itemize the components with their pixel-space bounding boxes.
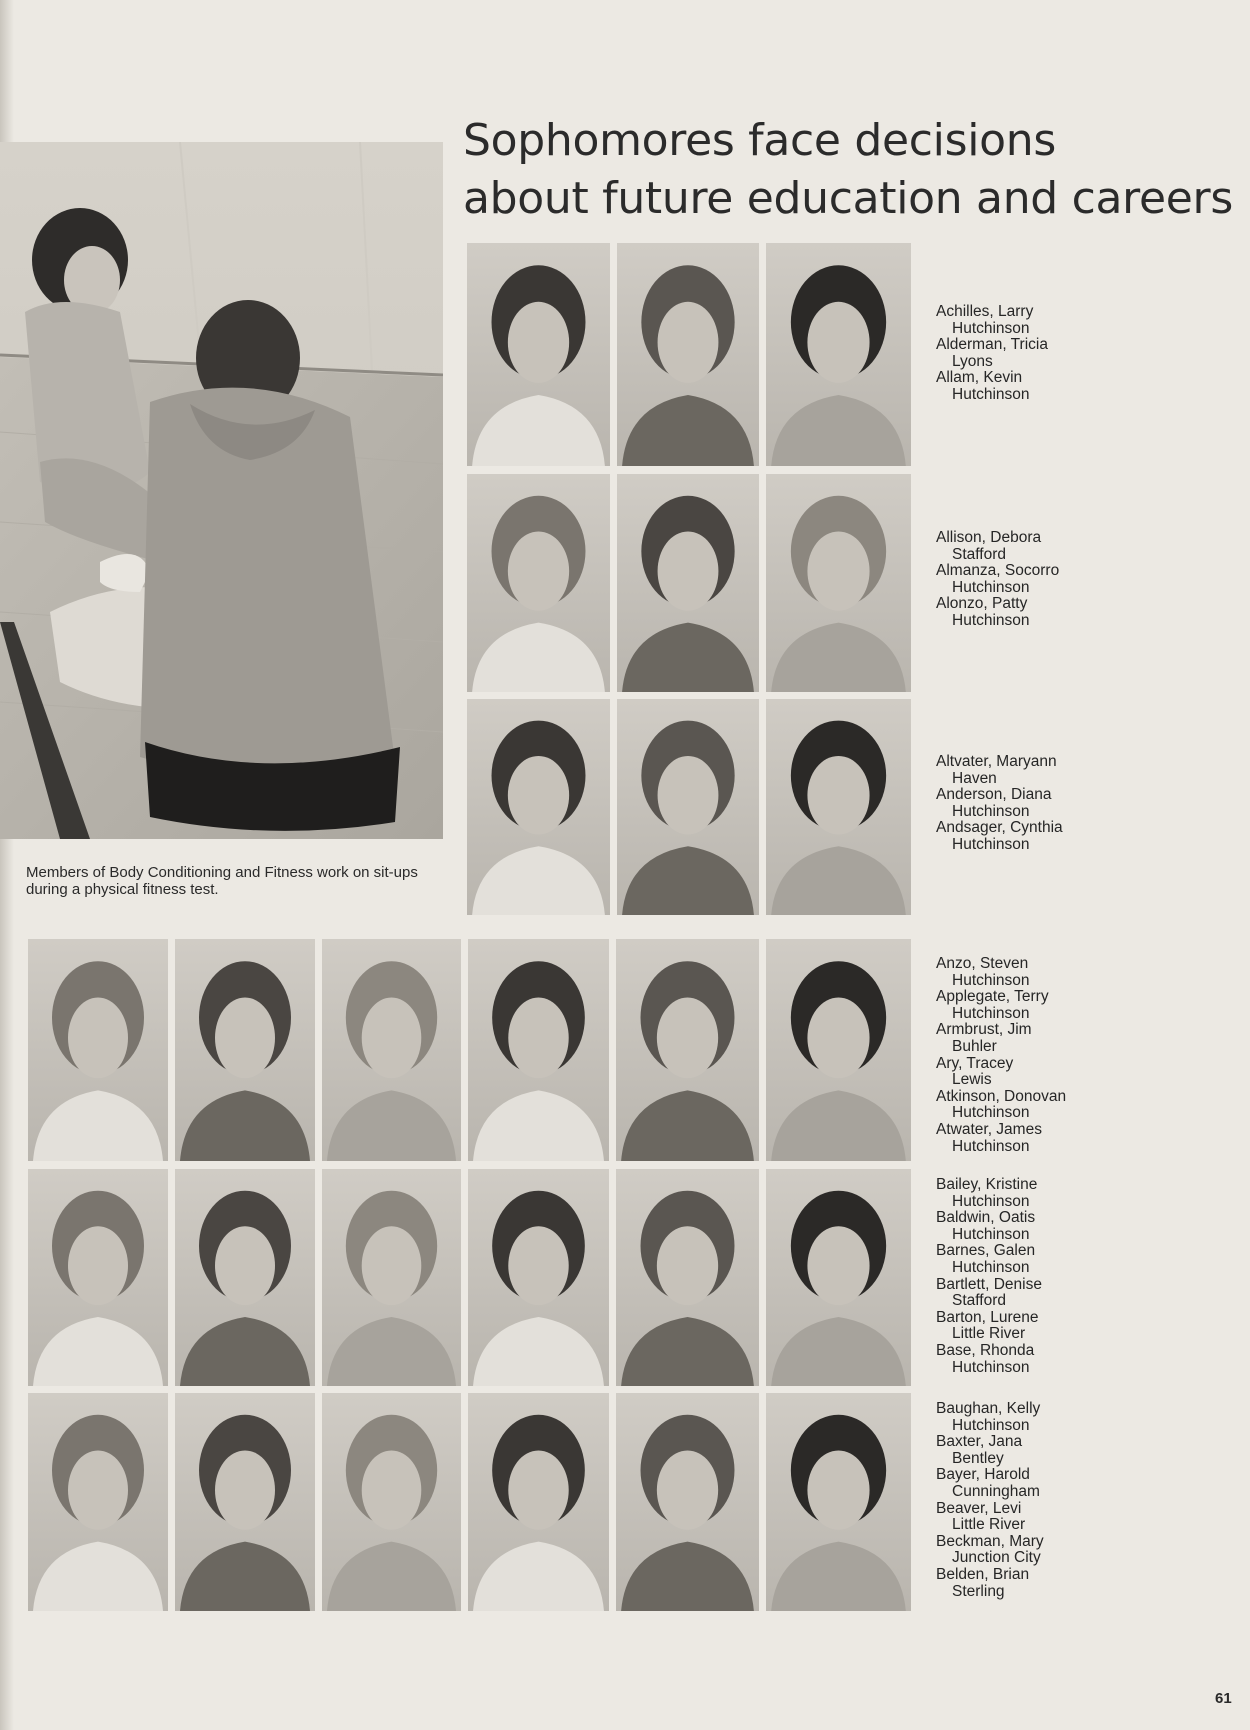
portrait-photo (766, 939, 911, 1161)
name-entry (936, 337, 1048, 370)
portrait-photo (28, 939, 168, 1161)
name-entry (936, 989, 1066, 1022)
portrait-photo (616, 939, 759, 1161)
name-list-row-3 (936, 754, 1063, 854)
portrait-photo (467, 699, 610, 915)
student-name: Altvater, Maryann (936, 753, 1057, 770)
portrait-photo (766, 243, 911, 466)
student-hometown: Junction City (952, 1549, 1041, 1567)
portrait-photo (617, 243, 759, 466)
name-entry (936, 1277, 1042, 1310)
name-entry (936, 1310, 1042, 1343)
name-list-row-5 (936, 1177, 1042, 1376)
student-hometown: Hutchinson (952, 1192, 1030, 1210)
student-name: Barnes, Galen (936, 1242, 1036, 1260)
student-name: Barton, Lurene (936, 1308, 1039, 1326)
student-hometown: Hutchinson (952, 971, 1030, 989)
student-hometown: Hutchinson (952, 1137, 1030, 1155)
portrait-photo (468, 939, 609, 1161)
student-name: Belden, Brian (936, 1565, 1030, 1583)
student-hometown: Stafford (952, 545, 1007, 563)
student-name: Alderman, Tricia (936, 336, 1048, 354)
headline-line-2: about future education and careers (463, 173, 1233, 224)
portrait-photo (616, 1393, 759, 1611)
name-entry (936, 304, 1048, 337)
student-name: Anderson, Diana (936, 786, 1052, 804)
student-hometown: Little River (952, 1516, 1026, 1534)
name-entry (936, 1343, 1042, 1376)
name-entry (936, 787, 1063, 820)
student-name: Bailey, Kristine (936, 1176, 1038, 1193)
name-entry (936, 1122, 1066, 1155)
portrait-photo (322, 1393, 461, 1611)
name-entry (936, 1022, 1066, 1055)
student-name: Andsager, Cynthia (936, 819, 1063, 837)
name-entry (936, 530, 1059, 563)
name-entry (936, 1434, 1044, 1467)
portrait-photo (468, 1393, 609, 1611)
student-hometown: Hutchinson (952, 1104, 1030, 1122)
student-name: Base, Rhonda (936, 1341, 1035, 1359)
name-list-row-1 (936, 304, 1048, 404)
student-hometown: Hutchinson (952, 1358, 1030, 1376)
name-entry (936, 1467, 1044, 1500)
student-name: Beckman, Mary (936, 1532, 1044, 1550)
name-entry (936, 1401, 1044, 1434)
name-entry (936, 956, 1066, 989)
portrait-photo (467, 474, 610, 692)
student-hometown: Hutchinson (952, 835, 1030, 853)
student-hometown: Hutchinson (952, 385, 1030, 403)
portrait-photo (468, 1169, 609, 1386)
portrait-photo (28, 1393, 168, 1611)
name-entry (936, 1089, 1066, 1122)
name-list-row-2 (936, 530, 1059, 630)
student-hometown: Stafford (952, 1292, 1007, 1310)
situps-photo (0, 142, 443, 839)
portrait-photo (617, 699, 759, 915)
student-hometown: Lewis (952, 1071, 992, 1089)
name-entry (936, 1243, 1042, 1276)
portrait-photo (616, 1169, 759, 1386)
student-hometown: Hutchinson (952, 319, 1030, 337)
student-hometown: Hutchinson (952, 1258, 1030, 1276)
student-hometown: Little River (952, 1325, 1026, 1343)
student-name: Bartlett, Denise (936, 1275, 1042, 1293)
portrait-photo (175, 939, 315, 1161)
portrait-photo (766, 1393, 911, 1611)
student-name: Anzo, Steven (936, 955, 1029, 972)
student-hometown: Lyons (952, 352, 993, 370)
page-number: 61 (1215, 1690, 1232, 1707)
name-entry (936, 1501, 1044, 1534)
student-name: Bayer, Harold (936, 1466, 1030, 1484)
student-hometown: Hutchinson (952, 1004, 1030, 1022)
photo-caption: Members of Body Conditioning and Fitness work on sit-ups during a physical fitness test. (26, 864, 418, 898)
name-list-row-4 (936, 956, 1066, 1155)
student-hometown: Buhler (952, 1037, 997, 1055)
name-entry (936, 820, 1063, 853)
student-name: Allam, Kevin (936, 369, 1023, 387)
portrait-photo (28, 1169, 168, 1386)
student-name: Atkinson, Donovan (936, 1087, 1067, 1105)
portrait-photo (766, 1169, 911, 1386)
name-entry (936, 1210, 1042, 1243)
student-name: Ary, Tracey (936, 1054, 1014, 1072)
name-entry (936, 754, 1063, 787)
name-entry (936, 370, 1048, 403)
student-name: Alonzo, Patty (936, 595, 1028, 613)
name-entry (936, 1177, 1042, 1210)
student-name: Achilles, Larry (936, 303, 1034, 320)
name-list-row-6 (936, 1401, 1044, 1600)
student-hometown: Bentley (952, 1449, 1004, 1467)
student-hometown: Hutchinson (952, 1416, 1030, 1434)
portrait-photo (617, 474, 759, 692)
student-hometown: Hutchinson (952, 578, 1030, 596)
student-name: Beaver, Levi (936, 1499, 1022, 1517)
student-hometown: Hutchinson (952, 1225, 1030, 1243)
student-hometown: Sterling (952, 1582, 1005, 1600)
student-name: Baughan, Kelly (936, 1400, 1041, 1417)
name-entry (936, 563, 1059, 596)
student-name: Allison, Debora (936, 529, 1042, 546)
student-name: Armbrust, Jim (936, 1021, 1032, 1039)
student-name: Atwater, James (936, 1120, 1042, 1138)
page-headline (463, 112, 1233, 228)
name-entry (936, 1056, 1066, 1089)
name-entry (936, 1567, 1044, 1600)
student-hometown: Cunningham (952, 1482, 1040, 1500)
portrait-photo (175, 1169, 315, 1386)
student-hometown: Hutchinson (952, 802, 1030, 820)
student-name: Baxter, Jana (936, 1433, 1023, 1451)
student-name: Applegate, Terry (936, 988, 1049, 1006)
student-hometown: Hutchinson (952, 611, 1030, 629)
student-name: Almanza, Socorro (936, 562, 1060, 580)
portrait-photo (467, 243, 610, 466)
portrait-photo (766, 699, 911, 915)
portrait-photo (766, 474, 911, 692)
name-entry (936, 596, 1059, 629)
portrait-photo (322, 939, 461, 1161)
name-entry (936, 1534, 1044, 1567)
student-name: Baldwin, Oatis (936, 1209, 1036, 1227)
portrait-photo (322, 1169, 461, 1386)
student-hometown: Haven (952, 769, 997, 787)
headline-line-1: Sophomores face decisions (463, 115, 1056, 166)
portrait-photo (175, 1393, 315, 1611)
